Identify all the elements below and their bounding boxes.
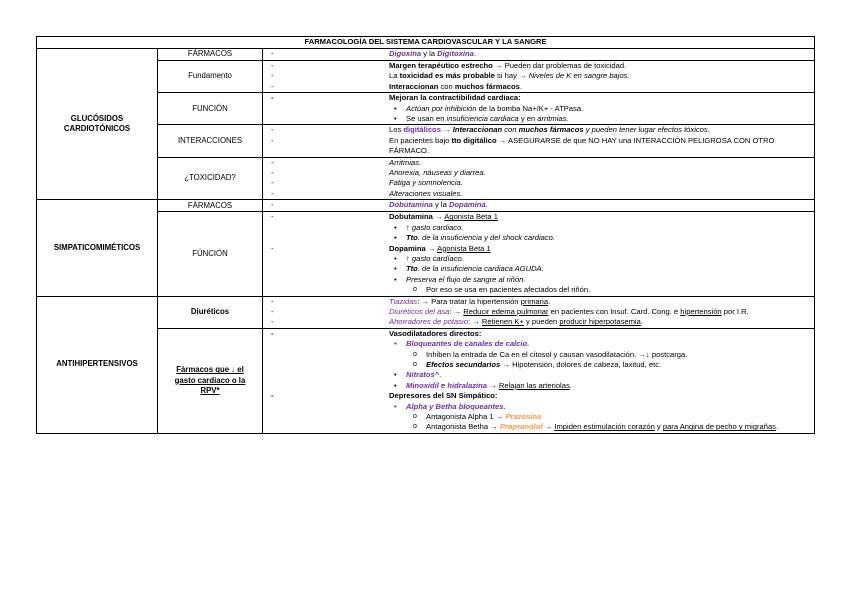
list-item: - La toxicidad es más probable si hay → Niveles de K en sangre bajos. <box>263 71 810 81</box>
subcategory-interacciones: INTERACCIONES <box>158 125 263 157</box>
list-item: • Preserva el flujo de sangre al riñón. <box>263 275 810 285</box>
category-glucosidos: GLUCÓSIDOS CARDIOTÓNICOS <box>37 49 158 200</box>
subcategory-toxicidad: ¿TOXICIDAD? <box>158 157 263 200</box>
list-item: • ↑ gasto cardíaco. <box>263 254 810 264</box>
list-item: - Anorexia, náuseas y diarrea. <box>263 168 810 178</box>
list-item: • Se usan en insuficiencia cardiaca y en arritmias. <box>263 114 810 124</box>
title-row <box>37 37 815 49</box>
list-item: - Margen terapéutico estrecho → Pueden dar problemas de toxicidad. <box>263 61 810 71</box>
list-item: • Tto. de la insuficiencia cardiaca AGUDA. <box>263 264 810 274</box>
list-item: o Antagonista Alpha 1 → Prazosina <box>263 412 810 422</box>
list-item: o Efectos secundarios → Hipotensión, dolores de cabeza, laxitud, etc. <box>263 360 810 370</box>
list-item: - Ahorradores de potasio: → Retienen K+ y pueden producir hiperpotasemia. <box>263 317 810 327</box>
simpaticomimeticos-funcion-content <box>263 212 815 296</box>
pharmacology-table <box>36 36 815 434</box>
list-item: - Diuréticos del asa: → Reducir edema pulmonar en pacientes con Insuf. Card. Cong. e hipertensión por I.R. <box>263 307 810 317</box>
table-row <box>37 296 815 328</box>
list-item: - Vasodilatadores directos: <box>263 329 810 339</box>
list-item: o Inhiben la entrada de Ca en el citosol y causan vasodilatación. →↓ postcarga. <box>263 350 810 360</box>
list-item: • Bloqueantes de canales de calcio. <box>263 339 810 349</box>
subcategory-fundamento: Fundamento <box>158 61 263 93</box>
list-item: - Alteraciones visuales. <box>263 189 810 199</box>
glucosidos-funcion-content <box>263 93 815 125</box>
list-item: - Fatiga y somnolencia. <box>263 178 810 188</box>
list-item: - Arritmias. <box>263 158 810 168</box>
list-item: • ↑ gasto cardiaco. <box>263 223 810 233</box>
glucosidos-farmacos-content <box>263 49 815 61</box>
glucosidos-toxicidad-content <box>263 157 815 200</box>
simpaticomimeticos-farmacos-content <box>263 200 815 212</box>
subcategory-funcion: FUNCIÓN <box>158 93 263 125</box>
antihipertensivos-farmacos-content <box>263 328 815 433</box>
table-row <box>37 200 815 212</box>
document-page <box>36 36 814 434</box>
list-item: - Dobutamina → Agonista Beta 1 <box>263 212 810 222</box>
list-item: • Alpha y Betha bloqueantes. <box>263 402 810 412</box>
list-item: o Antagonista Betha → Propranolol → Impiden estimulación corazón y para Angina de pecho y migrañas. <box>263 422 810 432</box>
category-simpaticomimeticos: SIMPATICOMIMÉTICOS <box>37 200 158 296</box>
list-item: • Nitratos^. <box>263 370 810 380</box>
table-row <box>37 49 815 61</box>
table-title: FARMACOLOGÍA DEL SISTEMA CARDIOVASCULAR Y LA SANGRE <box>37 37 815 49</box>
list-item: - Dobutamina y la Dopamina. <box>263 200 810 210</box>
list-item: • Tto. de la insuficiencia y del shock cardiaco. <box>263 233 810 243</box>
list-item: - Interaccionan con muchos fármacos. <box>263 82 810 92</box>
list-item: - Dopamina → Agonista Beta 1 <box>263 244 810 254</box>
list-item: - Tiazidas: → Para tratar la hipertensión primaria. <box>263 297 810 307</box>
glucosidos-interacciones-content <box>263 125 815 157</box>
list-item: • Actúan por inhibición de la bomba Na+/K+ - ATPasa. <box>263 104 810 114</box>
subcategory-farmacos: FÁRMACOS <box>158 49 263 61</box>
list-item: - Los digitálicos → Interaccionan con muchos fármacos y pueden tener lugar efectos tóxicos. <box>263 125 810 135</box>
list-item: • Minoxidil e hidralazina → Relajan las arteriolas. <box>263 381 810 391</box>
glucosidos-fundamento-content <box>263 61 815 93</box>
list-item: - En pacientes bajo tto digitálico → ASEGURARSE de que NO HAY una INTERACCIÓN PELIGROSA CON OTRO FÁRMACO. <box>263 136 810 157</box>
subcategory-diureticos: Diuréticos <box>158 296 263 328</box>
list-item: - Depresores del SN Simpático: <box>263 391 810 401</box>
subcategory-farmacos: FÁRMACOS <box>158 200 263 212</box>
list-item: - Mejoran la contractibilidad cardiaca: <box>263 93 810 103</box>
subcategory-funcion: FÚNCIÓN <box>158 212 263 296</box>
list-item: - Digoxina y la Digitoxina. <box>263 49 810 59</box>
category-antihipertensivos: ANTIHIPERTENSIVOS <box>37 296 158 433</box>
antihipertensivos-diureticos-content <box>263 296 815 328</box>
list-item: o Por eso se usa en pacientes afectados del riñón. <box>263 285 810 295</box>
subcategory-farmacos-gasto: Fármacos que ↓ el gasto cardiaco o la RPV* <box>158 328 263 433</box>
